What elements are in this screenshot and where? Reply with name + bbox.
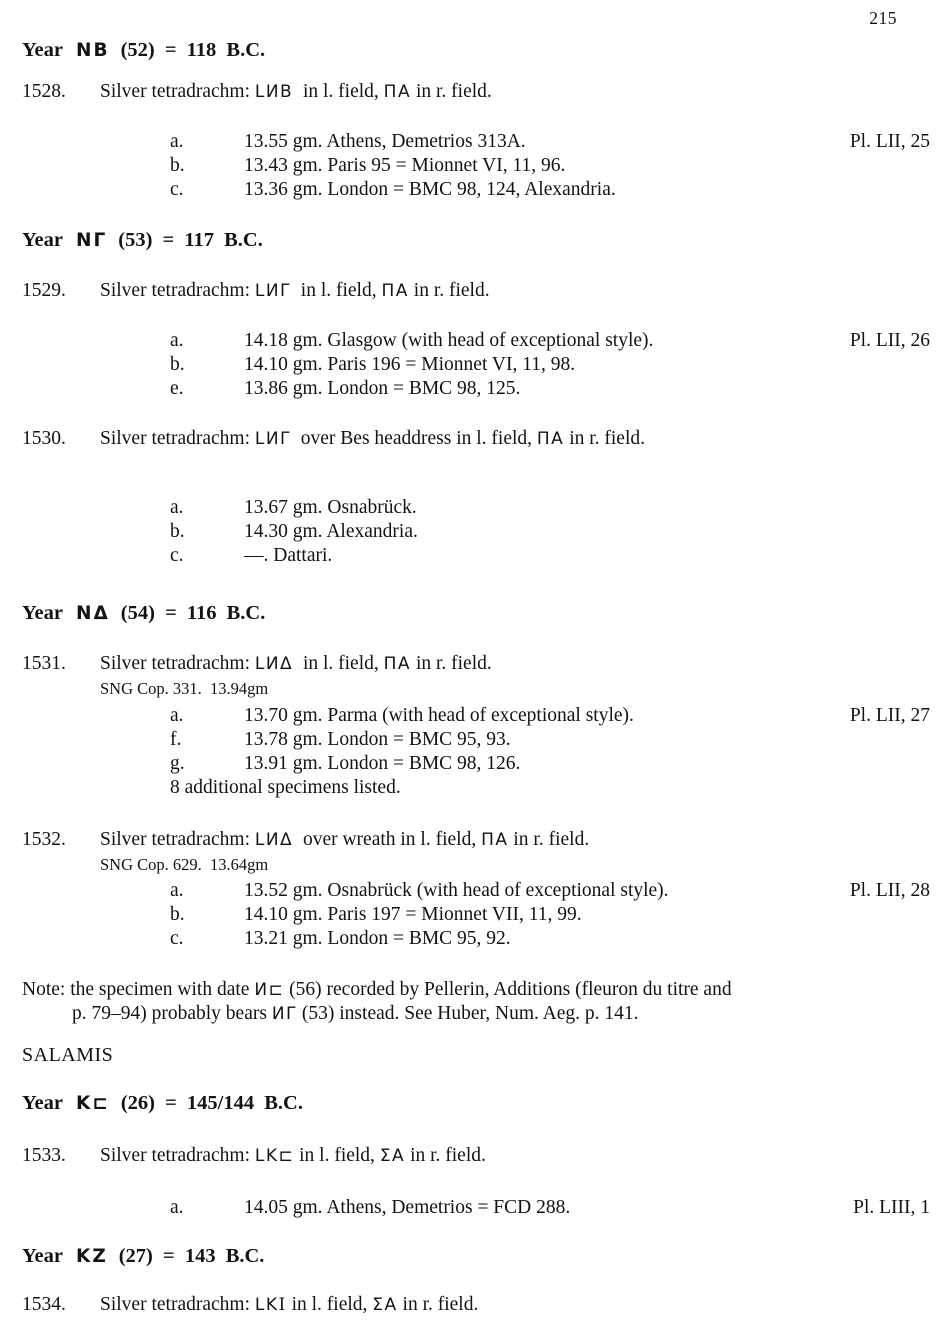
- specimen-letter: e.: [170, 378, 184, 399]
- entry-description: [100, 1294, 478, 1315]
- specimen-letter: c.: [170, 928, 184, 949]
- coin-legend: ИΓ: [271, 1004, 298, 1024]
- specimen-text: 13.86 gm. London = BMC 98, 125.: [244, 378, 521, 399]
- entry-description: [100, 428, 645, 449]
- specimen-letter: f.: [170, 729, 182, 750]
- catalog-entry: [22, 427, 930, 568]
- year-letters: K⊏: [75, 1093, 110, 1114]
- year-heading-pre: Year: [22, 229, 63, 251]
- description-text: in l. field,: [293, 653, 384, 674]
- year-heading-rest: (53) = 117 B.C.: [118, 229, 263, 251]
- entry-description: [100, 81, 492, 102]
- specimen-text: —. Dattari.: [244, 545, 333, 566]
- specimen-text: 13.21 gm. London = BMC 95, 92.: [244, 928, 511, 949]
- description-text: in l. field,: [291, 280, 382, 301]
- specimen-row: [22, 544, 930, 568]
- specimen-row: [22, 1196, 930, 1220]
- description-text: in r. field.: [397, 1294, 479, 1315]
- description-text: Silver tetradrachm:: [100, 1145, 255, 1166]
- year-heading-rest: (52) = 118 B.C.: [120, 39, 266, 61]
- description-text: Silver tetradrachm:: [100, 81, 255, 102]
- entry-number: 1531.: [22, 653, 66, 674]
- description-text: Silver tetradrachm:: [100, 829, 255, 850]
- coin-legend: LИΔ: [254, 654, 294, 674]
- description-text: over wreath in l. field,: [293, 829, 482, 850]
- year-heading: [22, 228, 930, 253]
- specimen-row: [22, 704, 930, 728]
- year-heading-rest: (54) = 116 B.C.: [120, 602, 266, 624]
- specimen-row: [22, 154, 930, 178]
- page-number: 215: [869, 8, 897, 28]
- year-heading-pre: Year: [22, 1245, 63, 1267]
- specimen-row: [22, 903, 930, 927]
- specimen-letter: a.: [170, 705, 184, 726]
- entry-number: 1530.: [22, 428, 66, 449]
- coin-legend: I: [278, 1295, 287, 1315]
- year-heading: [22, 38, 930, 63]
- year-letters: NΔ: [75, 603, 110, 624]
- year-heading: [22, 601, 930, 626]
- entry-number: 1534.: [22, 1294, 66, 1315]
- specimen-row: [22, 353, 930, 377]
- coin-legend: LИΓ: [254, 429, 292, 449]
- coin-legend: ΠA: [383, 654, 412, 674]
- entry-number: 1532.: [22, 829, 66, 850]
- specimen-text: 13.43 gm. Paris 95 = Mionnet VI, 11, 96.: [244, 155, 566, 176]
- plate-reference: Pl. LII, 27: [849, 705, 930, 726]
- note-text: p. 79–94) probably bears: [72, 1003, 272, 1024]
- year-letters: NΓ: [75, 230, 108, 251]
- specimen-row: [22, 927, 930, 951]
- specimen-letter: a.: [170, 330, 184, 351]
- specimen-text: 14.30 gm. Alexandria.: [244, 521, 418, 542]
- specimen-text: 14.10 gm. Paris 196 = Mionnet VI, 11, 98.: [244, 354, 576, 375]
- description-text: in r. field.: [408, 280, 490, 301]
- entry-description: [100, 829, 589, 850]
- coin-legend: LИΔ: [254, 830, 294, 850]
- specimen-text: 13.36 gm. London = BMC 98, 124, Alexandria.: [244, 179, 616, 200]
- coin-legend: LK: [254, 1295, 279, 1315]
- plate-reference: Pl. LIII, 1: [853, 1197, 930, 1218]
- description-text: in r. field.: [411, 653, 492, 674]
- specimen-row: [22, 879, 930, 903]
- entry-description: [100, 653, 492, 674]
- additional-specimens-note: 8 additional specimens listed.: [170, 777, 401, 798]
- specimen-row: [22, 377, 930, 401]
- coin-legend: ΠA: [381, 281, 409, 301]
- note-text: Note: the specimen with date: [22, 979, 255, 1000]
- specimen-row: [22, 130, 930, 154]
- specimen-text: 13.52 gm. Osnabrück (with head of exceptional style).: [244, 880, 669, 901]
- entry-number: 1528.: [22, 81, 66, 102]
- coin-legend: ΠA: [481, 830, 509, 850]
- specimen-letter: b.: [170, 521, 185, 542]
- entry-description: [100, 1145, 486, 1166]
- year-heading: [22, 1091, 930, 1116]
- specimen-row: [22, 496, 930, 520]
- description-text: in l. field,: [294, 1145, 380, 1166]
- plate-reference: Pl. LII, 28: [849, 880, 930, 901]
- specimen-text: 14.18 gm. Glasgow (with head of exceptional style).: [244, 330, 654, 351]
- specimen-row: [22, 329, 930, 353]
- year-letters: NB: [75, 40, 110, 61]
- coin-legend: LK⊏: [254, 1146, 295, 1166]
- specimen-letter: g.: [170, 753, 185, 774]
- specimen-letter: a.: [170, 131, 184, 152]
- reference-subnote: SNG Cop. 629. 13.64gm: [100, 855, 269, 874]
- plate-reference: Pl. LII, 25: [849, 131, 930, 152]
- specimen-row: [22, 178, 930, 202]
- catalog-entry: [22, 1293, 930, 1317]
- description-text: Silver tetradrachm:: [100, 1294, 255, 1315]
- coin-legend: ΣA: [372, 1295, 398, 1315]
- specimen-letter: b.: [170, 354, 185, 375]
- year-heading-pre: Year: [22, 1092, 63, 1114]
- coin-legend: ΠA: [536, 429, 565, 449]
- coin-legend: LИΓ: [254, 281, 292, 301]
- coin-legend: ΠA: [383, 82, 412, 102]
- specimen-letter: b.: [170, 904, 185, 925]
- specimen-text: 13.91 gm. London = BMC 98, 126.: [244, 753, 521, 774]
- coin-legend: ΣA: [379, 1146, 406, 1166]
- note-text: (56) recorded by Pellerin, Additions (fleuron du titre and: [284, 979, 732, 1000]
- note-text: (53) instead. See Huber, Num. Aeg. p. 141.: [297, 1003, 639, 1024]
- specimen-text: 13.70 gm. Parma (with head of exceptional style).: [244, 705, 634, 726]
- description-text: Silver tetradrachm:: [100, 280, 255, 301]
- specimen-letter: a.: [170, 497, 184, 518]
- specimen-text: 13.67 gm. Osnabrück.: [244, 497, 417, 518]
- description-text: Silver tetradrachm:: [100, 428, 255, 449]
- year-heading-rest: (26) = 145/144 B.C.: [120, 1092, 303, 1114]
- year-letters: KZ: [75, 1246, 108, 1267]
- specimen-letter: b.: [170, 155, 185, 176]
- catalog-entry: [22, 1144, 930, 1220]
- entry-number: 1529.: [22, 280, 66, 301]
- coin-legend: LИB: [254, 82, 294, 102]
- catalog-entry: [22, 828, 930, 951]
- specimen-letter: a.: [170, 1197, 184, 1218]
- specimen-letter: c.: [170, 545, 184, 566]
- year-heading-rest: (27) = 143 B.C.: [118, 1245, 265, 1267]
- year-heading-pre: Year: [22, 602, 63, 624]
- entry-number: 1533.: [22, 1145, 66, 1166]
- specimen-row: [22, 520, 930, 544]
- specimen-letter: c.: [170, 179, 184, 200]
- description-text: in r. field.: [508, 829, 590, 850]
- year-heading: [22, 1244, 930, 1269]
- mint-heading: SALAMIS: [22, 1044, 114, 1066]
- specimen-row: [22, 728, 930, 752]
- year-heading-pre: Year: [22, 39, 63, 61]
- description-text: in l. field,: [286, 1294, 373, 1315]
- description-text: in r. field.: [564, 428, 646, 449]
- specimen-text: 14.05 gm. Athens, Demetrios = FCD 288.: [244, 1197, 571, 1218]
- specimen-text: 13.78 gm. London = BMC 95, 93.: [244, 729, 511, 750]
- description-text: in l. field,: [293, 81, 384, 102]
- plate-reference: Pl. LII, 26: [849, 330, 930, 351]
- description-text: Silver tetradrachm:: [100, 653, 255, 674]
- specimen-letter: a.: [170, 880, 184, 901]
- description-text: in r. field.: [411, 81, 492, 102]
- reference-subnote: SNG Cop. 331. 13.94gm: [100, 679, 269, 698]
- coin-legend: И⊏: [254, 980, 285, 1000]
- entry-description: [100, 280, 490, 301]
- description-text: over Bes headdress in l. field,: [291, 428, 537, 449]
- catalog-entry: [22, 80, 930, 202]
- specimen-text: 13.55 gm. Athens, Demetrios 313A.: [244, 131, 526, 152]
- note-paragraph: [22, 978, 930, 1026]
- description-text: in r. field.: [405, 1145, 486, 1166]
- specimen-text: 14.10 gm. Paris 197 = Mionnet VII, 11, 99.: [244, 904, 582, 925]
- catalog-entry: [22, 279, 930, 401]
- catalog-entry: [22, 652, 930, 800]
- specimen-row: [22, 752, 930, 776]
